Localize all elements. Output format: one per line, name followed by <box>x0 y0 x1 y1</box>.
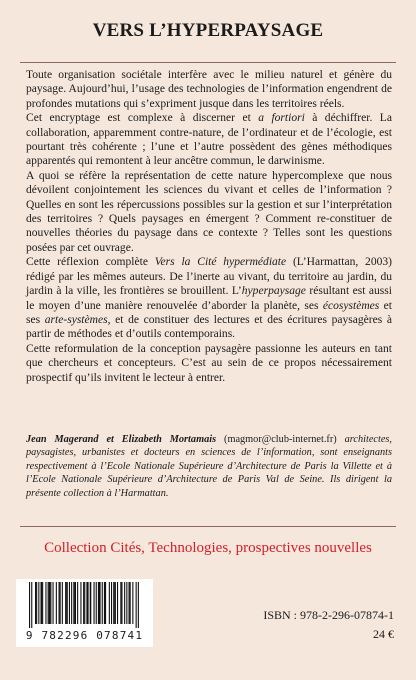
author-names: Jean Magerand et Elizabeth Mortamais <box>26 434 217 445</box>
bottom-divider <box>20 526 396 527</box>
top-divider <box>20 62 396 63</box>
barcode-icon <box>27 582 142 630</box>
author-email: (magmor@club-internet.fr) <box>224 434 337 445</box>
blurb-paragraph-2: Cet encryptage est complexe à discerner et a fortiori à déchiffrer. La collaboration, apparemment contre-nature, de l’ordinateur et de l’écologie, est pourtant très cohérente ; l’une et l’autre possèdent des gènes méthodiques apparentés qui remontent à leur ancêtre commun, le darwinisme. <box>26 112 392 168</box>
italic-a-fortiori: a fortiori <box>258 112 305 125</box>
price: 24 € <box>373 627 394 641</box>
cited-book-title: Vers la Cité hypermédiate <box>154 256 287 269</box>
collection-name: Collection Cités, Technologies, prospectives nouvelles <box>44 540 372 556</box>
isbn: ISBN : 978-2-296-07874-1 <box>263 608 394 622</box>
blurb <box>26 68 392 385</box>
author-bio-text: architectes, paysagistes, urbanistes et docteurs en sciences de l’information, sont enseignants respectivement à l’Ecole Nationale Supérieure d’Architecture de Paris la Villette et à l’Ecole Nationale Supérieure d’Architecture de Paris Val de Seine. Ils dirigent la présente collection à l’Harmattan. <box>26 434 392 499</box>
barcode-number: 9 782296 078741 <box>25 629 144 642</box>
book-title: VERS L’HYPERPAYSAGE <box>92 20 324 41</box>
author-bio <box>26 433 392 500</box>
blurb-paragraph-3: A quoi se réfère la représentation de cette nature hypercomplexe que nous dévoilent conjointement les sciences du vivant et celles de l’information ? Quelles en sont les répercussions possibles sur la gestion et sur l’interprétation des territoires ? Quels paysages en émergent ? Comment re-constituer de nouvelles théories du paysage dans ce contexte ? Telles sont les questions posées par cet ouvrage. <box>26 169 392 254</box>
blurb-paragraph-5: Cette reformulation de la conception paysagère passionne les auteurs en tant que chercheurs et concepteurs. C’est au sein de ce propos nécessairement prospectif qu’ils invitent le lecteur à entrer. <box>26 342 392 384</box>
blurb-paragraph-1: Toute organisation sociétale interfère avec le milieu naturel et génère du paysage. Aujourd’hui, l’usage des technologies de l’information engendrent de profondes mutations qui s’expriment jusque dans les territoires réels. <box>26 69 392 110</box>
barcode <box>16 579 153 647</box>
blurb-paragraph-4: Cette réflexion complète Vers la Cité hypermédiate (L’Harmattan, 2003) rédigé par les mêmes auteurs. De l’inerte au vivant, du territoire au jardin, du jardin à la ville, les frontières se brouillent. L’hyperpaysage résultant est aussi le moyen d’une manière renouvelée d’aborder la planète, ses écosystèmes et ses arte-systèmes, et de constituer des lectures et des écritures paysagères à partir de méthodes et d’outils contemporains. <box>26 256 393 341</box>
